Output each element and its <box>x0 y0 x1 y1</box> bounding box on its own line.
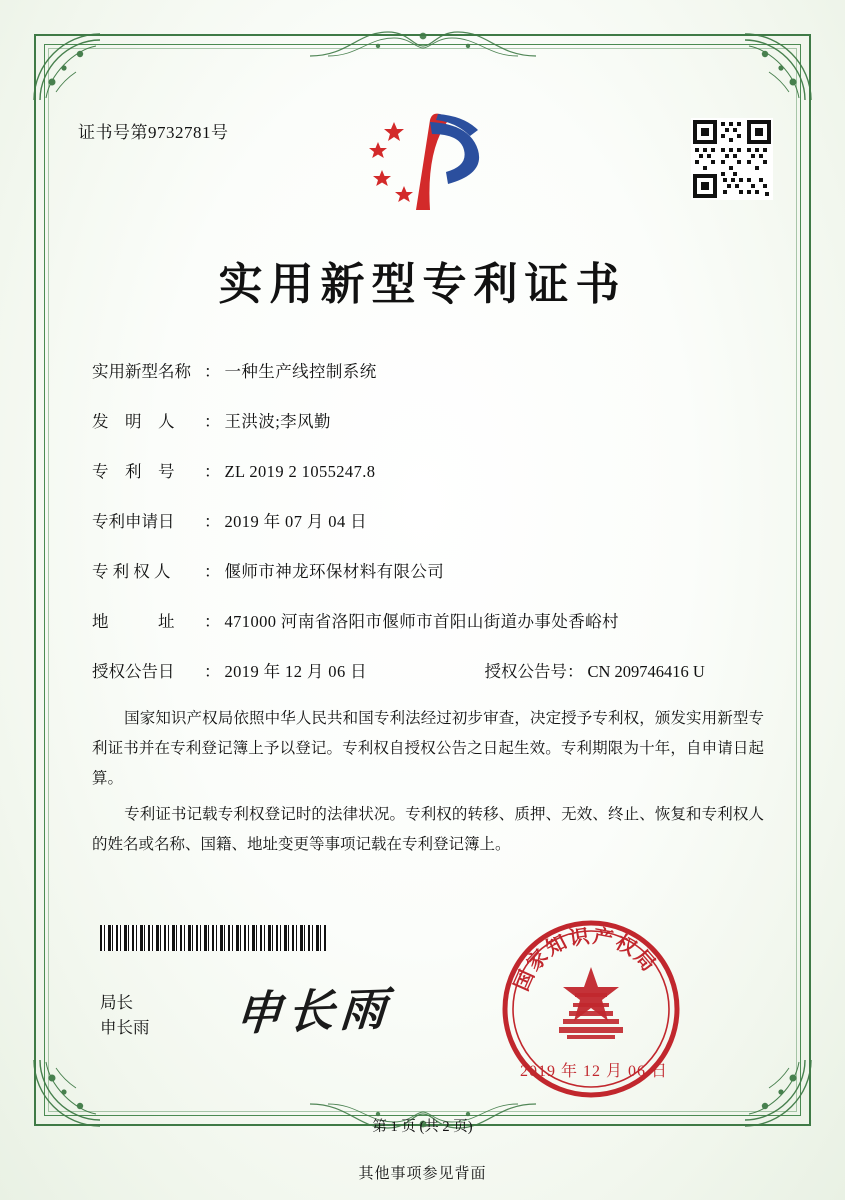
top-edge-ornament-icon <box>308 26 538 60</box>
field-row-announcement <box>92 658 762 682</box>
field-value: 偃师市神龙环保材料有限公司 <box>224 562 445 581</box>
handwritten-signature: 申长雨 <box>233 981 394 1041</box>
field-colon: ： <box>204 562 221 581</box>
paragraph-text: 专利证书记载专利权登记时的法律状况。专利权的转移、质押、无效、终止、恢复和专利权人的姓名或名称、国籍、地址变更等事项记载在专利登记簿上。 <box>92 806 764 853</box>
corner-ornament-icon <box>741 30 815 104</box>
field-colon: ： <box>204 462 221 481</box>
field-label: 专 利 号 <box>92 462 175 481</box>
qr-code-icon <box>691 118 773 200</box>
signature-role: 局长 <box>100 993 133 1012</box>
field-row <box>92 608 762 632</box>
field-colon: ： <box>204 362 221 381</box>
field-row <box>92 558 762 582</box>
field-value: 2019 年 07 月 04 日 <box>224 512 368 531</box>
field-row <box>92 358 762 382</box>
signature-block <box>100 990 150 1040</box>
signature-name: 申长雨 <box>100 1018 150 1037</box>
field-value: 一种生产线控制系统 <box>224 362 377 381</box>
field-label: 实用新型名称 <box>92 362 191 381</box>
field-label: 专利申请日 <box>92 512 175 531</box>
field-label: 专 利 权 人 <box>92 562 171 581</box>
field-label: 地 址 <box>92 612 175 631</box>
page-number: 第 1 页 (共 2 页) <box>372 1119 473 1135</box>
corner-ornament-icon <box>30 30 104 104</box>
field-list <box>92 358 762 708</box>
field-value: 2019 年 12 月 06 日 <box>224 662 368 681</box>
field-value-secondary: CN 209746416 U <box>587 662 705 681</box>
legal-paragraph-1 <box>92 704 764 794</box>
field-colon: ： <box>204 412 221 431</box>
field-colon: ： <box>204 662 221 681</box>
footer-note: 其他事项参见背面 <box>358 1166 487 1182</box>
svg-text:国家知识产权局: 国家知识产权局 <box>508 923 663 995</box>
field-colon: ： <box>204 512 221 531</box>
barcode-icon <box>100 925 326 951</box>
field-colon: ： <box>567 662 584 681</box>
certificate-number: 证书号第9732781号 <box>78 123 229 142</box>
field-value: 王洪波;李风勤 <box>224 412 331 431</box>
field-label-secondary: 授权公告号 <box>484 662 567 681</box>
field-value: ZL 2019 2 1055247.8 <box>224 462 376 481</box>
field-row <box>92 408 762 432</box>
field-label: 发 明 人 <box>92 412 175 431</box>
seal-date: 2019 年 12 月 06 日 <box>520 1063 669 1080</box>
cnipa-logo-icon <box>352 108 502 218</box>
field-row <box>92 508 762 532</box>
legal-paragraph-2 <box>92 800 764 860</box>
field-colon: ： <box>204 612 221 631</box>
paragraph-text: 国家知识产权局依照中华人民共和国专利法经过初步审查，决定授予专利权，颁发实用新型专利证书并在专利登记簿上予以登记。专利权自授权公告之日起生效。专利期限为十年，自申请日起算。 <box>92 710 764 787</box>
field-value: 471000 河南省洛阳市偃师市首阳山街道办事处香峪村 <box>224 612 619 631</box>
field-row <box>92 458 762 482</box>
field-label: 授权公告日 <box>92 662 175 681</box>
page-title: 实用新型专利证书 <box>218 259 627 310</box>
